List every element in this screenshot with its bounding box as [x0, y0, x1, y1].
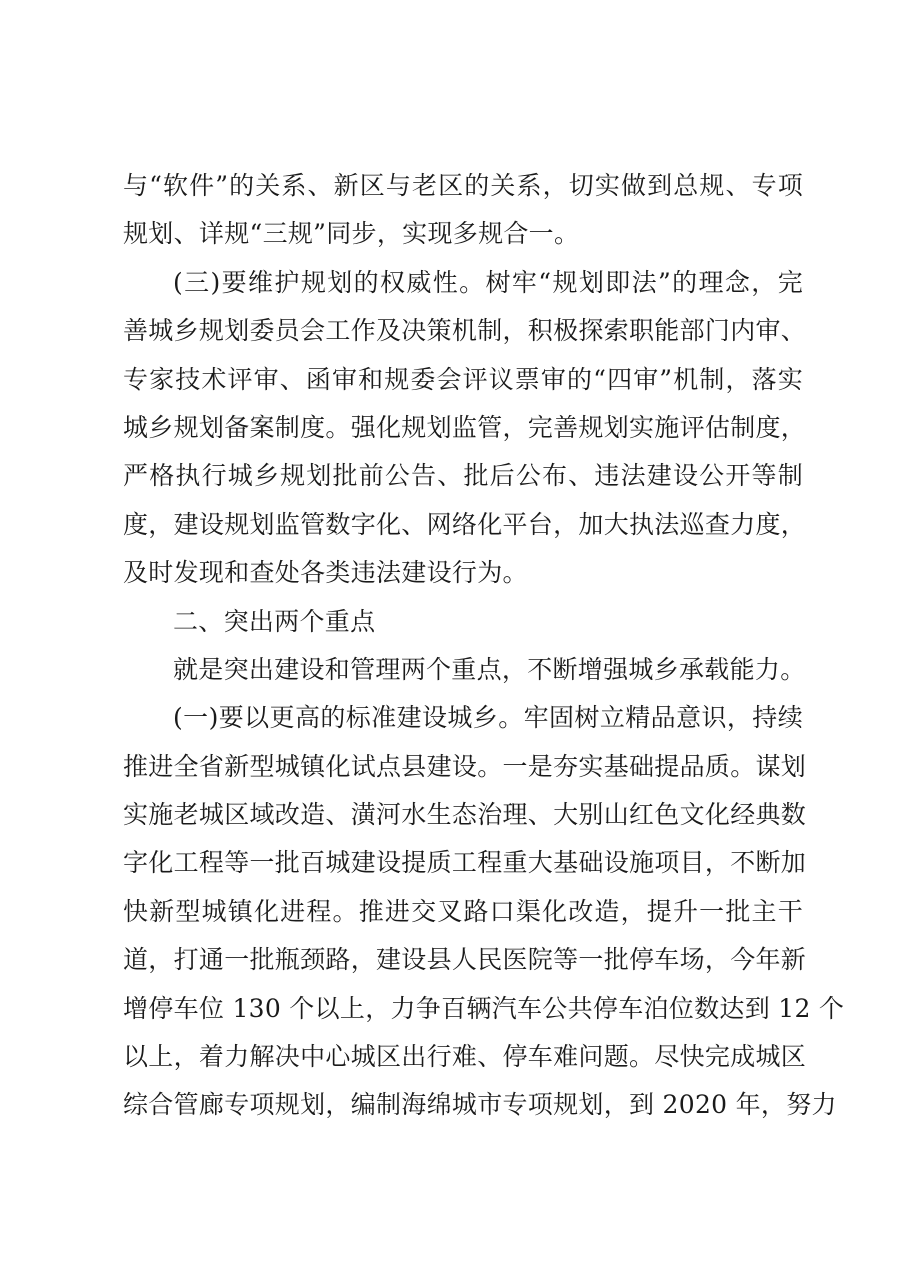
text-line: 严格执行城乡规划批前公告、批后公布、违法建设公开等制	[123, 461, 803, 491]
text-line: 推进全省新型城镇化试点县建设。一是夯实基础提品质。谋划	[123, 751, 807, 781]
text-line: 规划、详规“三规”同步，实现多规合一。	[123, 219, 580, 249]
text-line: 度，建设规划监管数字化、网络化平台，加大执法巡查力度，	[123, 509, 807, 539]
text-line: 城乡规划备案制度。强化规划监管，完善规划实施评估制度，	[123, 412, 807, 442]
text-line: 善城乡规划委员会工作及决策机制，积极探索职能部门内审、	[123, 316, 807, 346]
text-line: 实施老城区域改造、潢河水生态治理、大别山红色文化经典数	[123, 800, 807, 830]
paragraph-heading-line: (一)要以更高的标准建设城乡。牢固树立精品意识，持续	[173, 703, 803, 733]
text-line: 以上，着力解决中心城区出行难、停车难问题。尽快完成城区	[123, 1042, 807, 1072]
text-line: 快新型城镇化进程。推进交叉路口渠化改造，提升一批主干	[123, 896, 803, 926]
text-line: 就是突出建设和管理两个重点，不断增强城乡承载能力。	[173, 654, 806, 684]
text-line: 及时发现和查处各类违法建设行为。	[123, 558, 528, 588]
document-page	[123, 162, 845, 1130]
text-line: 道，打通一批瓶颈路，建设县人民医院等一批停车场，今年新	[123, 945, 807, 975]
text-line: 字化工程等一批百城建设提质工程重大基础设施项目，不断加	[123, 848, 807, 878]
section-heading: 二、突出两个重点	[173, 606, 376, 636]
paragraph-heading-line: (三)要维护规划的权威性。树牢“规划即法”的理念，完	[173, 267, 803, 297]
text-line: 与“软件”的关系、新区与老区的关系，切实做到总规、专项	[123, 171, 803, 200]
text-line: 增停车位 130 个以上，力争百辆汽车公共停车泊位数达到 12 个	[123, 993, 845, 1023]
text-line: 综合管廊专项规划，编制海绵城市专项规划，到 2020 年，努力	[123, 1090, 837, 1120]
text-line: 专家技术评审、函审和规委会评议票审的“四审”机制，落实	[123, 364, 803, 394]
